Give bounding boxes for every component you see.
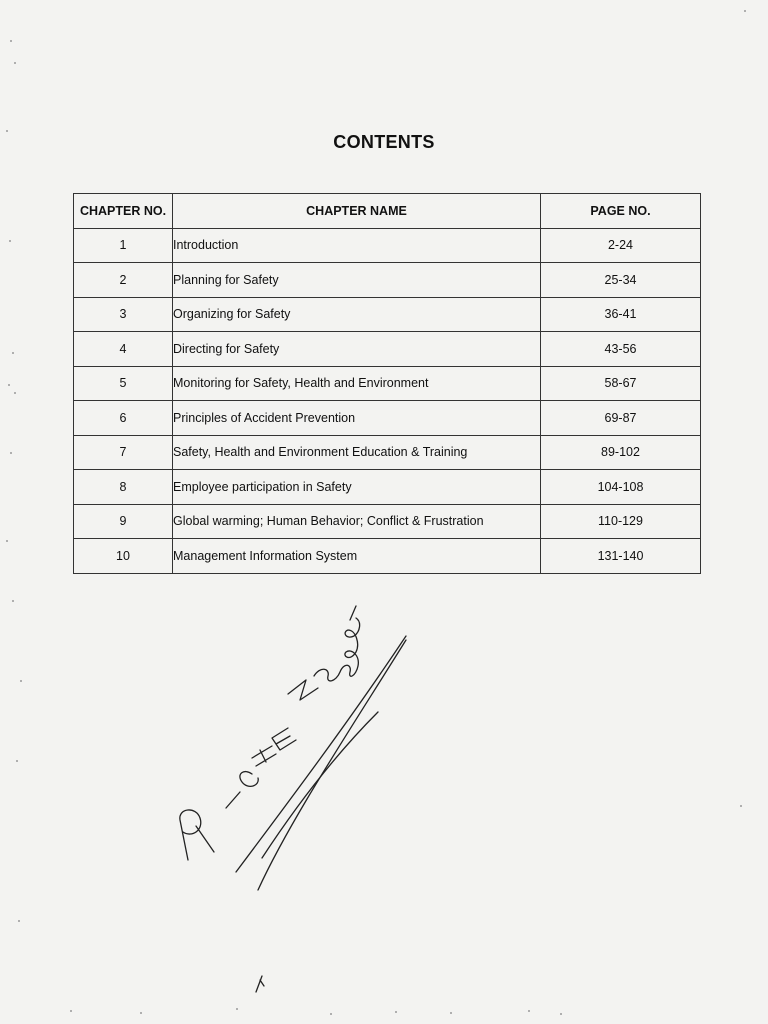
chapter-name: Global warming; Human Behavior; Conflict & Frustration bbox=[173, 504, 541, 539]
page-range: 69-87 bbox=[541, 401, 701, 436]
chapter-number: 10 bbox=[74, 539, 173, 574]
page-range: 36-41 bbox=[541, 297, 701, 332]
page-range: 58-67 bbox=[541, 366, 701, 401]
table-row bbox=[74, 263, 701, 298]
table-header-row bbox=[74, 194, 701, 229]
page-range: 43-56 bbox=[541, 332, 701, 367]
table-row bbox=[74, 228, 701, 263]
chapter-number: 7 bbox=[74, 435, 173, 470]
table-row bbox=[74, 366, 701, 401]
page-range: 110-129 bbox=[541, 504, 701, 539]
table-row bbox=[74, 504, 701, 539]
chapter-name: Employee participation in Safety bbox=[173, 470, 541, 505]
table-row bbox=[74, 297, 701, 332]
chapter-name: Monitoring for Safety, Health and Environment bbox=[173, 366, 541, 401]
page-title: CONTENTS bbox=[333, 132, 435, 152]
table-row bbox=[74, 401, 701, 436]
page-range: 131-140 bbox=[541, 539, 701, 574]
page-range: 25-34 bbox=[541, 263, 701, 298]
header-chapter-no: CHAPTER NO. bbox=[74, 194, 173, 229]
chapter-name: Planning for Safety bbox=[173, 263, 541, 298]
page-range: 104-108 bbox=[541, 470, 701, 505]
table-row bbox=[74, 435, 701, 470]
chapter-number: 9 bbox=[74, 504, 173, 539]
chapter-number: 4 bbox=[74, 332, 173, 367]
chapter-name: Organizing for Safety bbox=[173, 297, 541, 332]
chapter-name: Principles of Accident Prevention bbox=[173, 401, 541, 436]
chapter-number: 3 bbox=[74, 297, 173, 332]
page-range: 2-24 bbox=[541, 228, 701, 263]
chapter-number: 6 bbox=[74, 401, 173, 436]
chapter-number: 8 bbox=[74, 470, 173, 505]
header-page-no: PAGE NO. bbox=[541, 194, 701, 229]
chapter-number: 1 bbox=[74, 228, 173, 263]
chapter-number: 5 bbox=[74, 366, 173, 401]
header-chapter-name: CHAPTER NAME bbox=[173, 194, 541, 229]
chapter-number: 2 bbox=[74, 263, 173, 298]
page-range: 89-102 bbox=[541, 435, 701, 470]
contents-table bbox=[73, 193, 701, 574]
chapter-name: Management Information System bbox=[173, 539, 541, 574]
table-row bbox=[74, 332, 701, 367]
chapter-name: Introduction bbox=[173, 228, 541, 263]
table-row bbox=[74, 539, 701, 574]
chapter-name: Safety, Health and Environment Education & Training bbox=[173, 435, 541, 470]
table-row bbox=[74, 470, 701, 505]
chapter-name: Directing for Safety bbox=[173, 332, 541, 367]
